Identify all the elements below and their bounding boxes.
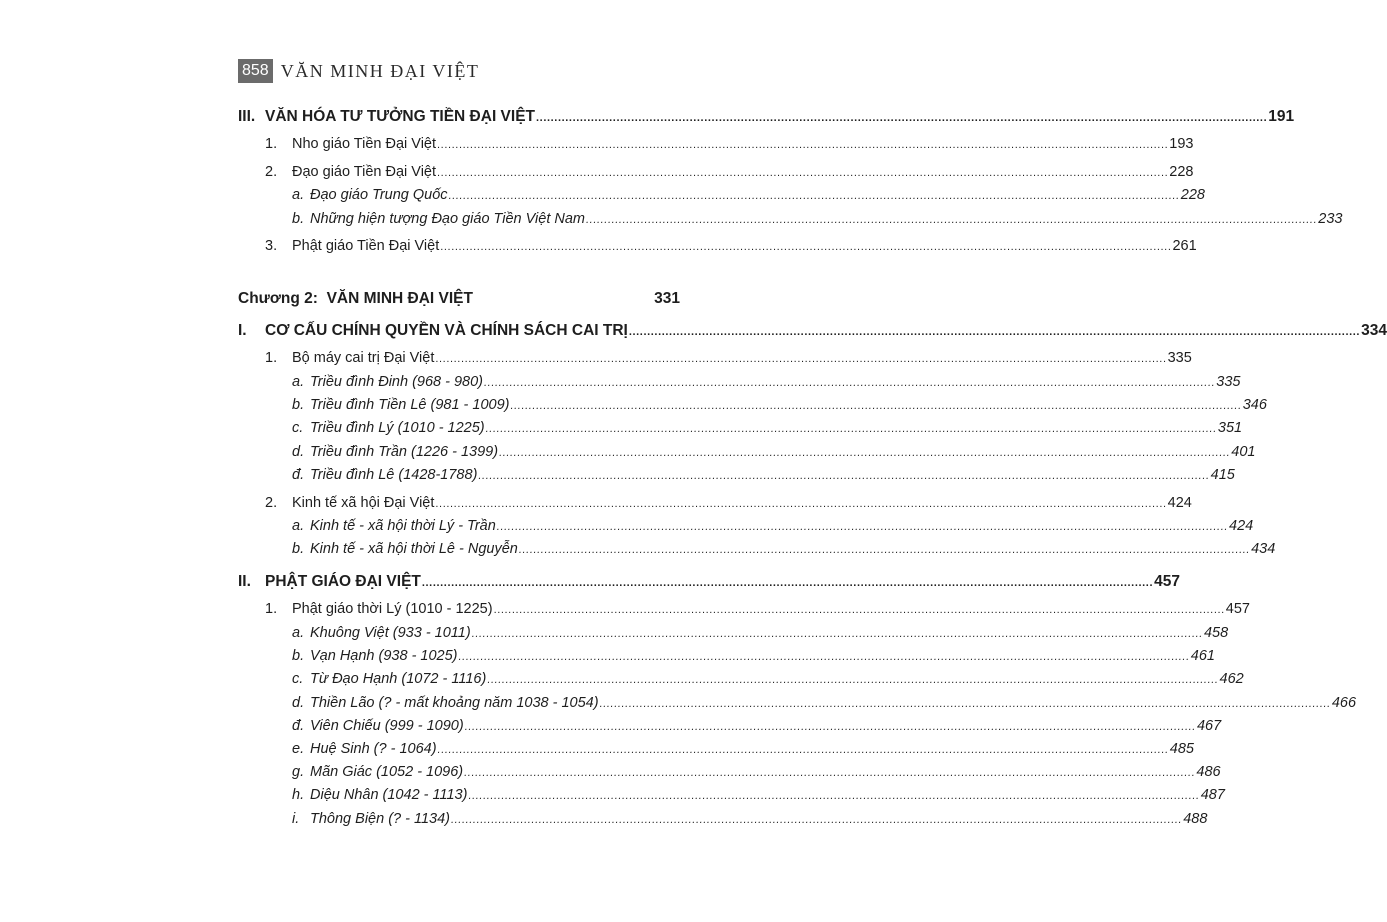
entry-number: b. — [292, 541, 305, 557]
toc-section-ii — [238, 573, 1180, 591]
leader-dots: ........................................................................................................................................................................................................ — [536, 112, 1268, 124]
page-ref: 334 — [1361, 322, 1387, 339]
leader-dots: ........................................................................................................................................................................................................ — [437, 167, 1169, 179]
entry-number: 2. — [265, 164, 278, 180]
toc-entry — [238, 136, 1194, 152]
leader-dots: ........................................................................................................................................................................................................ — [437, 744, 1169, 756]
entry-title: Kinh tế - xã hội thời Lý - Trần — [310, 518, 496, 534]
leader-dots: ........................................................................................................................................................................................................ — [493, 604, 1225, 616]
entry-title: Vạn Hạnh (938 - 1025) — [310, 648, 458, 664]
toc-entry — [238, 467, 1235, 483]
section-title: PHẬT GIÁO ĐẠI VIỆT — [265, 573, 421, 590]
entry-number: c. — [292, 671, 304, 687]
leader-dots: ........................................................................................................................................................................................................ — [450, 814, 1183, 826]
page-ref: 351 — [1217, 420, 1243, 436]
entry-number: d. — [292, 444, 305, 460]
toc-entry — [238, 787, 1225, 803]
page-ref: 228 — [1169, 164, 1194, 180]
entry-number: a. — [292, 518, 305, 534]
toc-entry — [238, 718, 1222, 734]
entry-title: Nho giáo Tiền Đại Việt — [292, 136, 437, 152]
leader-dots: ........................................................................................................................................................................................................ — [485, 423, 1217, 435]
page-ref: 466 — [1331, 695, 1357, 711]
toc-entry — [238, 541, 1276, 557]
toc-entry — [238, 164, 1194, 180]
toc-entry — [238, 495, 1192, 511]
page-ref: 434 — [1251, 541, 1276, 557]
entry-title: Những hiện tượng Đạo giáo Tiền Việt Nam — [310, 211, 586, 227]
page-ref: 261 — [1172, 238, 1197, 254]
entry-number: 1. — [265, 136, 278, 152]
page-ref: 486 — [1196, 764, 1221, 780]
page-ref: 401 — [1231, 444, 1256, 460]
entry-number: b. — [292, 397, 305, 413]
chapter-title: VĂN MINH ĐẠI VIỆT — [326, 290, 473, 307]
entry-title: Triều đình Lý (1010 - 1225) — [310, 420, 485, 436]
page-ref: 457 — [1225, 601, 1250, 617]
leader-dots: ........................................................................................................................................................................................................ — [628, 326, 1361, 338]
toc-entry — [238, 811, 1208, 827]
entry-number: b. — [292, 648, 305, 664]
page-ref: 191 — [1268, 108, 1295, 125]
entry-number: a. — [292, 374, 305, 390]
page-ref: 415 — [1210, 467, 1235, 483]
leader-dots: ........................................................................................................................................................................................................ — [464, 767, 1196, 779]
toc-entry — [238, 397, 1267, 413]
leader-dots: ........................................................................................................................................................................................................ — [484, 377, 1216, 389]
leader-dots: ........................................................................................................................................................................................................ — [510, 400, 1242, 412]
page-ref: 487 — [1200, 787, 1225, 803]
entry-title: Bộ máy cai trị Đại Việt — [292, 350, 435, 366]
toc-chapter-2 — [238, 290, 680, 308]
entry-title: Phật giáo thời Lý (1010 - 1225) — [292, 601, 493, 617]
toc-entry — [238, 671, 1244, 687]
page-ref: 335 — [1216, 374, 1241, 390]
entry-title: Triều đình Lê (1428-1788) — [310, 467, 478, 483]
entry-number: 1. — [265, 601, 278, 617]
entry-number: 1. — [265, 350, 278, 366]
entry-title: Khuông Việt (933 - 1011) — [310, 625, 471, 641]
toc-entry — [238, 211, 1343, 227]
entry-number: 3. — [265, 238, 278, 254]
entry-number: đ. — [292, 467, 305, 483]
entry-title: Từ Đạo Hạnh (1072 - 1116) — [310, 671, 487, 687]
entry-title: Triều đình Trần (1226 - 1399) — [310, 444, 499, 460]
toc-entry — [238, 648, 1215, 664]
running-header — [238, 58, 479, 84]
toc-entry — [238, 420, 1243, 436]
leader-dots: ........................................................................................................................................................................................................ — [458, 651, 1190, 663]
leader-dots: ........................................................................................................................................................................................................ — [599, 698, 1331, 710]
entry-title: Triều đình Đinh (968 - 980) — [310, 374, 484, 390]
toc-entry — [238, 764, 1221, 780]
leader-dots: ........................................................................................................................................................................................................ — [586, 214, 1318, 226]
chapter-label: Chương 2: — [238, 290, 318, 307]
leader-dots: ........................................................................................................................................................................................................ — [471, 628, 1203, 640]
entry-title: Kinh tế xã hội Đại Việt — [292, 495, 435, 511]
section-numeral: I. — [238, 322, 247, 339]
toc-entry — [238, 518, 1254, 534]
page-ref: 461 — [1190, 648, 1215, 664]
toc-entry — [238, 444, 1256, 460]
leader-dots: ........................................................................................................................................................................................................ — [448, 190, 1180, 202]
entry-number: b. — [292, 211, 305, 227]
book-title: VĂN MINH ĐẠI VIỆT — [280, 60, 480, 81]
leader-dots: ........................................................................................................................................................................................................ — [437, 139, 1169, 151]
entry-title: Kinh tế - xã hội thời Lê - Nguyễn — [310, 541, 518, 557]
page-ref: 467 — [1196, 718, 1222, 734]
section-title: CƠ CẤU CHÍNH QUYỀN VÀ CHÍNH SÁCH CAI TRỊ — [265, 322, 628, 339]
section-numeral: III. — [238, 108, 256, 125]
page-ref: 193 — [1169, 136, 1194, 152]
toc-entry — [238, 238, 1197, 254]
leader-dots: ........................................................................................................................................................................................................ — [487, 674, 1219, 686]
entry-number: h. — [292, 787, 305, 803]
toc-entry — [238, 374, 1241, 390]
entry-title: Phật giáo Tiền Đại Việt — [292, 238, 440, 254]
leader-dots: ........................................................................................................................................................................................................ — [440, 241, 1172, 253]
leader-dots: ........................................................................................................................................................................................................ — [478, 470, 1210, 482]
toc-entry — [238, 187, 1205, 203]
toc-section-iii — [238, 108, 1295, 126]
entry-title: Thông Biện (? - 1134) — [310, 811, 450, 827]
entry-title: Đạo giáo Tiền Đại Việt — [292, 164, 437, 180]
entry-number: đ. — [292, 718, 305, 734]
entry-title: Viên Chiếu (999 - 1090) — [310, 718, 464, 734]
leader-dots: ........................................................................................................................................................................................................ — [435, 498, 1167, 510]
page-ref: 488 — [1183, 811, 1208, 827]
leader-dots: ........................................................................................................................................................................................................ — [499, 447, 1231, 459]
page-ref: 462 — [1219, 671, 1244, 687]
entry-number: g. — [292, 764, 305, 780]
section-numeral: II. — [238, 573, 251, 590]
entry-number: a. — [292, 625, 305, 641]
entry-title: Đạo giáo Trung Quốc — [310, 187, 448, 203]
toc-entry — [238, 625, 1229, 641]
leader-dots: ........................................................................................................................................................................................................ — [468, 790, 1200, 802]
toc-entry — [238, 350, 1192, 366]
page-ref: 424 — [1167, 495, 1192, 511]
entry-number: d. — [292, 695, 305, 711]
entry-title: Diệu Nhân (1042 - 1113) — [310, 787, 468, 803]
toc-section-i — [238, 322, 1387, 340]
entry-title: Mãn Giác (1052 - 1096) — [310, 764, 464, 780]
entry-title: Huệ Sinh (? - 1064) — [310, 741, 437, 757]
page-ref: 424 — [1229, 518, 1254, 534]
page-ref: 335 — [1167, 350, 1192, 366]
toc-entry — [238, 601, 1250, 617]
entry-title: Thiền Lão (? - mất khoảng năm 1038 - 1054) — [310, 695, 599, 711]
entry-number: c. — [292, 420, 304, 436]
entry-number: a. — [292, 187, 305, 203]
entry-number: e. — [292, 741, 305, 757]
toc-entry — [238, 695, 1357, 711]
leader-dots: ........................................................................................................................................................................................................ — [518, 544, 1251, 556]
page-ref: 458 — [1203, 625, 1229, 641]
page-ref: 233 — [1318, 211, 1343, 227]
page-ref: 346 — [1242, 397, 1267, 413]
leader-dots: ........................................................................................................................................................................................................ — [496, 521, 1229, 533]
page-ref: 457 — [1154, 573, 1180, 590]
leader-dots: ........................................................................................................................................................................................................ — [464, 721, 1196, 733]
page-ref: 228 — [1180, 187, 1205, 203]
section-title: VĂN HÓA TƯ TƯỞNG TIỀN ĐẠI VIỆT — [265, 108, 536, 125]
leader-dots: ........................................................................................................................................................................................................ — [421, 577, 1154, 589]
page-number: 858 — [238, 59, 273, 83]
page-ref: 331 — [654, 290, 680, 307]
entry-title: Triều đình Tiền Lê (981 - 1009) — [310, 397, 510, 413]
toc-entry — [238, 741, 1194, 757]
entry-number: i. — [292, 811, 300, 827]
leader-dots: ........................................................................................................................................................................................................ — [435, 353, 1167, 365]
entry-number: 2. — [265, 495, 278, 511]
page-ref: 485 — [1169, 741, 1194, 757]
